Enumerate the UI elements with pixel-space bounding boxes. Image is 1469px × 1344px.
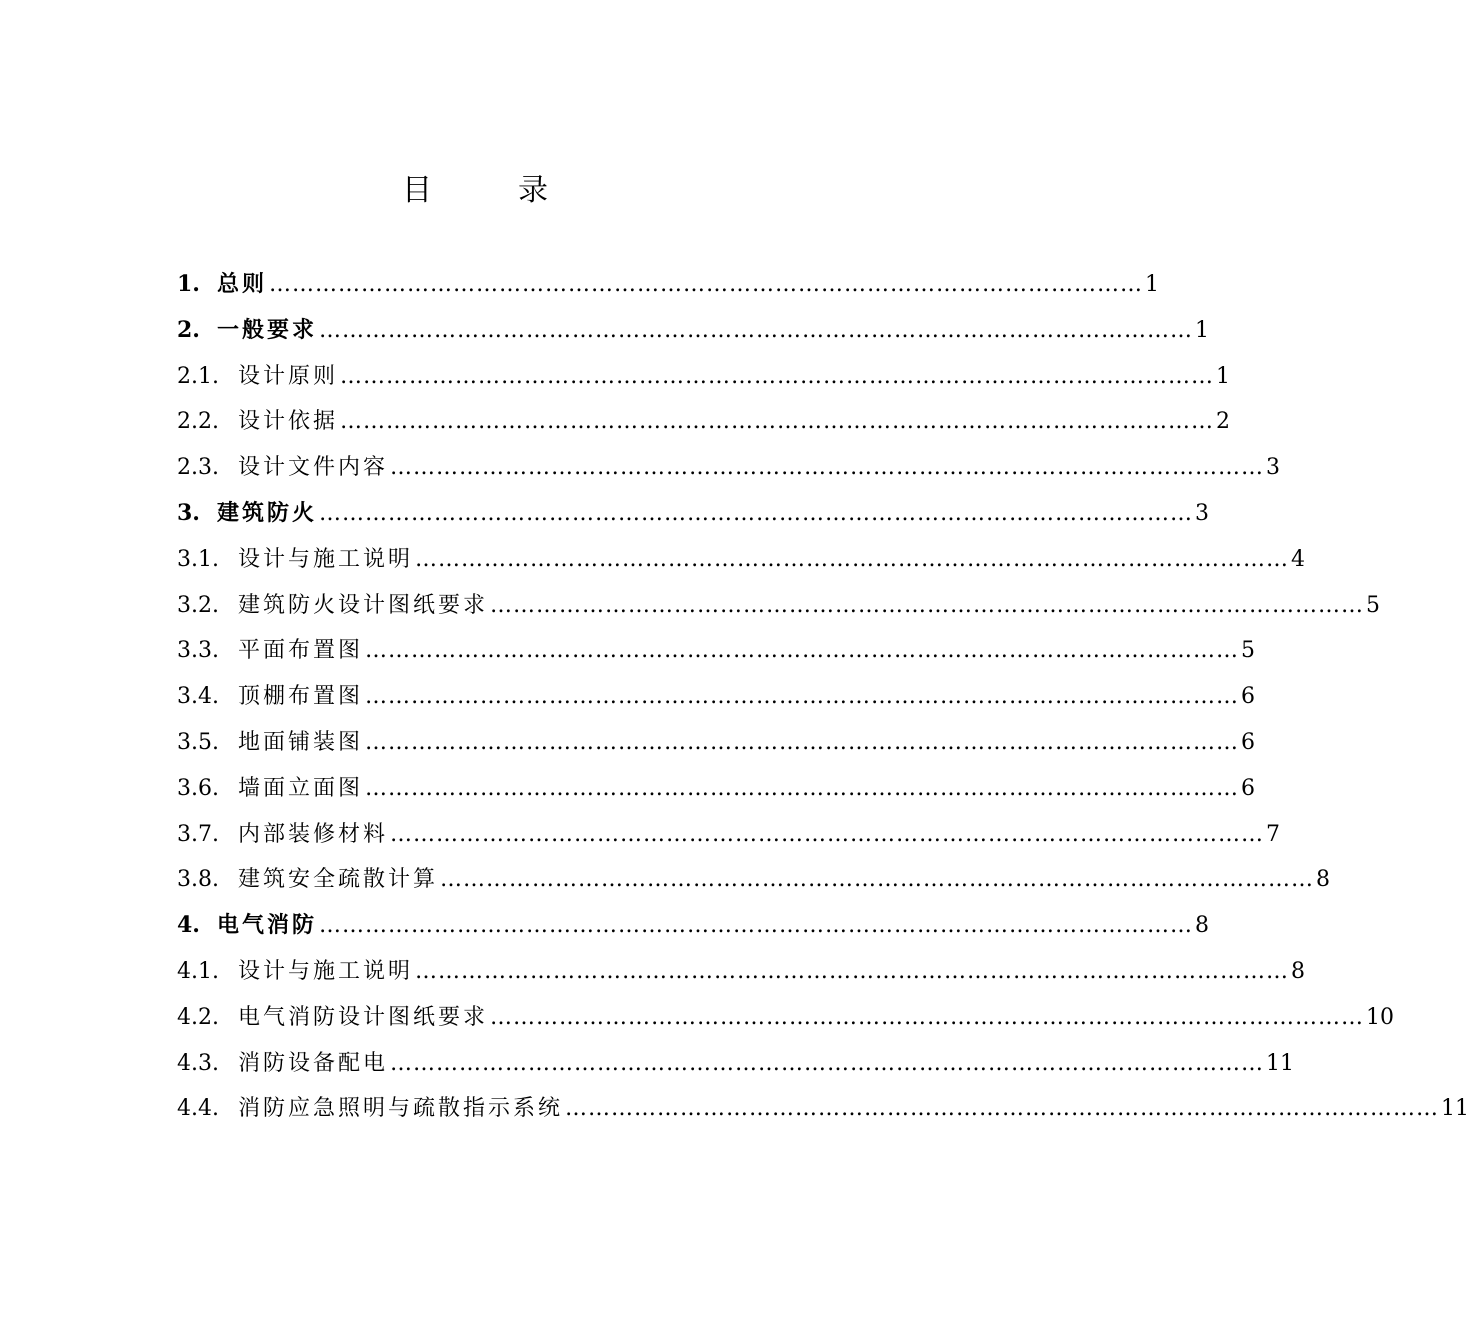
toc-entry-number: 3.5.	[177, 729, 219, 755]
toc-dot-leader: ……………………………………………………………………………………………………	[390, 821, 1265, 847]
toc-entry-page-number: 5	[1241, 638, 1256, 664]
toc-entry-page-number: 3	[1266, 455, 1281, 481]
toc-dot-leader: ……………………………………………………………………………………………………	[490, 1004, 1365, 1030]
toc-entry[interactable]	[177, 399, 1231, 445]
toc-entry-number: 3.8.	[177, 867, 219, 893]
toc-entry-title: 建筑防火	[217, 499, 318, 526]
toc-dot-leader: ……………………………………………………………………………………………………	[319, 317, 1194, 343]
toc-dot-leader: ……………………………………………………………………………………………………	[365, 729, 1240, 755]
toc-dot-leader: ……………………………………………………………………………………………………	[390, 1050, 1265, 1076]
toc-entry[interactable]	[177, 812, 1281, 858]
toc-entry-page-number: 2	[1216, 409, 1231, 435]
toc-entry-number: 4.4.	[177, 1096, 219, 1122]
toc-entry-number: 3.3.	[177, 638, 219, 664]
toc-entry[interactable]	[177, 949, 1306, 995]
toc-dot-leader: ……………………………………………………………………………………………………	[565, 1096, 1440, 1122]
toc-entry-number: 3.	[177, 499, 200, 526]
toc-entry[interactable]	[177, 445, 1281, 491]
toc-entry-number: 3.1.	[177, 546, 219, 572]
toc-entry-title: 总则	[217, 271, 268, 297]
toc-entry-number: 3.2.	[177, 592, 219, 618]
toc-entry[interactable]	[177, 583, 1381, 629]
toc-entry-number: 2.3.	[177, 455, 219, 481]
toc-entry-page-number: 11	[1441, 1096, 1469, 1122]
toc-entry-title: 设计依据	[238, 409, 339, 435]
toc-entry-number: 3.7.	[177, 821, 219, 847]
toc-entry-title: 设计与施工说明	[238, 546, 414, 572]
toc-dot-leader: ……………………………………………………………………………………………………	[319, 500, 1194, 526]
toc-entry-title: 平面布置图	[238, 638, 364, 664]
toc-entry-page-number: 1	[1216, 363, 1231, 389]
toc-entry[interactable]	[177, 766, 1256, 812]
toc-entry[interactable]	[177, 628, 1256, 674]
toc-entry-page-number: 1	[1145, 272, 1160, 297]
toc-entry-number: 4.3.	[177, 1050, 219, 1076]
toc-title: 目 录	[402, 173, 576, 208]
toc-entry-page-number: 10	[1366, 1004, 1395, 1030]
toc-entry[interactable]	[177, 857, 1331, 903]
toc-entry-title: 墙面立面图	[238, 775, 364, 801]
toc-dot-leader: ……………………………………………………………………………………………………	[415, 546, 1290, 572]
toc-entry-page-number: 8	[1291, 958, 1306, 984]
toc-dot-leader: ……………………………………………………………………………………………………	[319, 913, 1194, 939]
toc-entry-title: 电气消防设计图纸要求	[238, 1004, 489, 1030]
toc-entry[interactable]	[177, 1086, 1469, 1132]
toc-entry-title: 顶棚布置图	[238, 684, 364, 710]
toc-entry-title: 设计文件内容	[238, 455, 389, 481]
toc-entry-page-number: 6	[1241, 684, 1256, 710]
toc-entry-page-number: 1	[1195, 317, 1210, 343]
toc-entry-page-number: 6	[1241, 775, 1256, 801]
toc-entry-title: 设计与施工说明	[238, 958, 414, 984]
toc-dot-leader: ……………………………………………………………………………………………………	[415, 958, 1290, 984]
toc-entry[interactable]	[177, 308, 1210, 354]
toc-dot-leader: ……………………………………………………………………………………………………	[365, 684, 1240, 710]
toc-entry-title: 一般要求	[217, 316, 318, 343]
toc-entry-title: 电气消防	[217, 912, 318, 939]
toc-entry-title: 建筑防火设计图纸要求	[238, 592, 489, 618]
toc-entry-page-number: 6	[1241, 729, 1256, 755]
toc-dot-leader: ……………………………………………………………………………………………………	[490, 592, 1365, 618]
toc-entry-page-number: 11	[1266, 1050, 1295, 1076]
toc-entry-title: 内部装修材料	[238, 821, 389, 847]
toc-entry-number: 3.4.	[177, 684, 219, 710]
toc-entry[interactable]	[177, 354, 1231, 400]
toc-entry-number: 1.	[177, 271, 200, 297]
toc-entry-title: 消防应急照明与疏散指示系统	[238, 1096, 564, 1122]
toc-list	[177, 262, 1469, 1132]
toc-dot-leader: ……………………………………………………………………………………………………	[365, 775, 1240, 801]
toc-entry-page-number: 4	[1291, 546, 1306, 572]
toc-entry[interactable]	[177, 674, 1256, 720]
toc-entry[interactable]	[177, 262, 1160, 308]
toc-entry-page-number: 7	[1266, 821, 1281, 847]
toc-dot-leader: ……………………………………………………………………………………………………	[269, 272, 1144, 297]
toc-entry-page-number: 5	[1366, 592, 1381, 618]
toc-dot-leader: ……………………………………………………………………………………………………	[340, 409, 1215, 435]
toc-entry[interactable]	[177, 995, 1395, 1041]
toc-entry-number: 3.6.	[177, 775, 219, 801]
toc-entry-title: 建筑安全疏散计算	[238, 867, 439, 893]
toc-entry[interactable]	[177, 537, 1306, 583]
toc-dot-leader: ……………………………………………………………………………………………………	[440, 867, 1315, 893]
toc-entry[interactable]	[177, 720, 1256, 766]
toc-entry-page-number: 3	[1195, 500, 1210, 526]
toc-dot-leader: ……………………………………………………………………………………………………	[365, 638, 1240, 664]
toc-entry-page-number: 8	[1316, 867, 1331, 893]
toc-entry-title: 设计原则	[238, 363, 339, 389]
toc-entry-number: 4.1.	[177, 958, 219, 984]
toc-entry-page-number: 8	[1195, 913, 1210, 939]
toc-entry-number: 4.	[177, 912, 200, 939]
toc-dot-leader: ……………………………………………………………………………………………………	[340, 363, 1215, 389]
toc-entry-number: 2.	[177, 316, 200, 343]
toc-dot-leader: ……………………………………………………………………………………………………	[390, 455, 1265, 481]
toc-entry-number: 2.2.	[177, 409, 219, 435]
toc-entry[interactable]	[177, 1041, 1295, 1087]
toc-entry-title: 消防设备配电	[238, 1050, 389, 1076]
toc-entry[interactable]	[177, 903, 1210, 949]
toc-entry-number: 2.1.	[177, 363, 219, 389]
toc-entry[interactable]	[177, 491, 1210, 537]
toc-entry-title: 地面铺装图	[238, 729, 364, 755]
toc-entry-number: 4.2.	[177, 1004, 219, 1030]
